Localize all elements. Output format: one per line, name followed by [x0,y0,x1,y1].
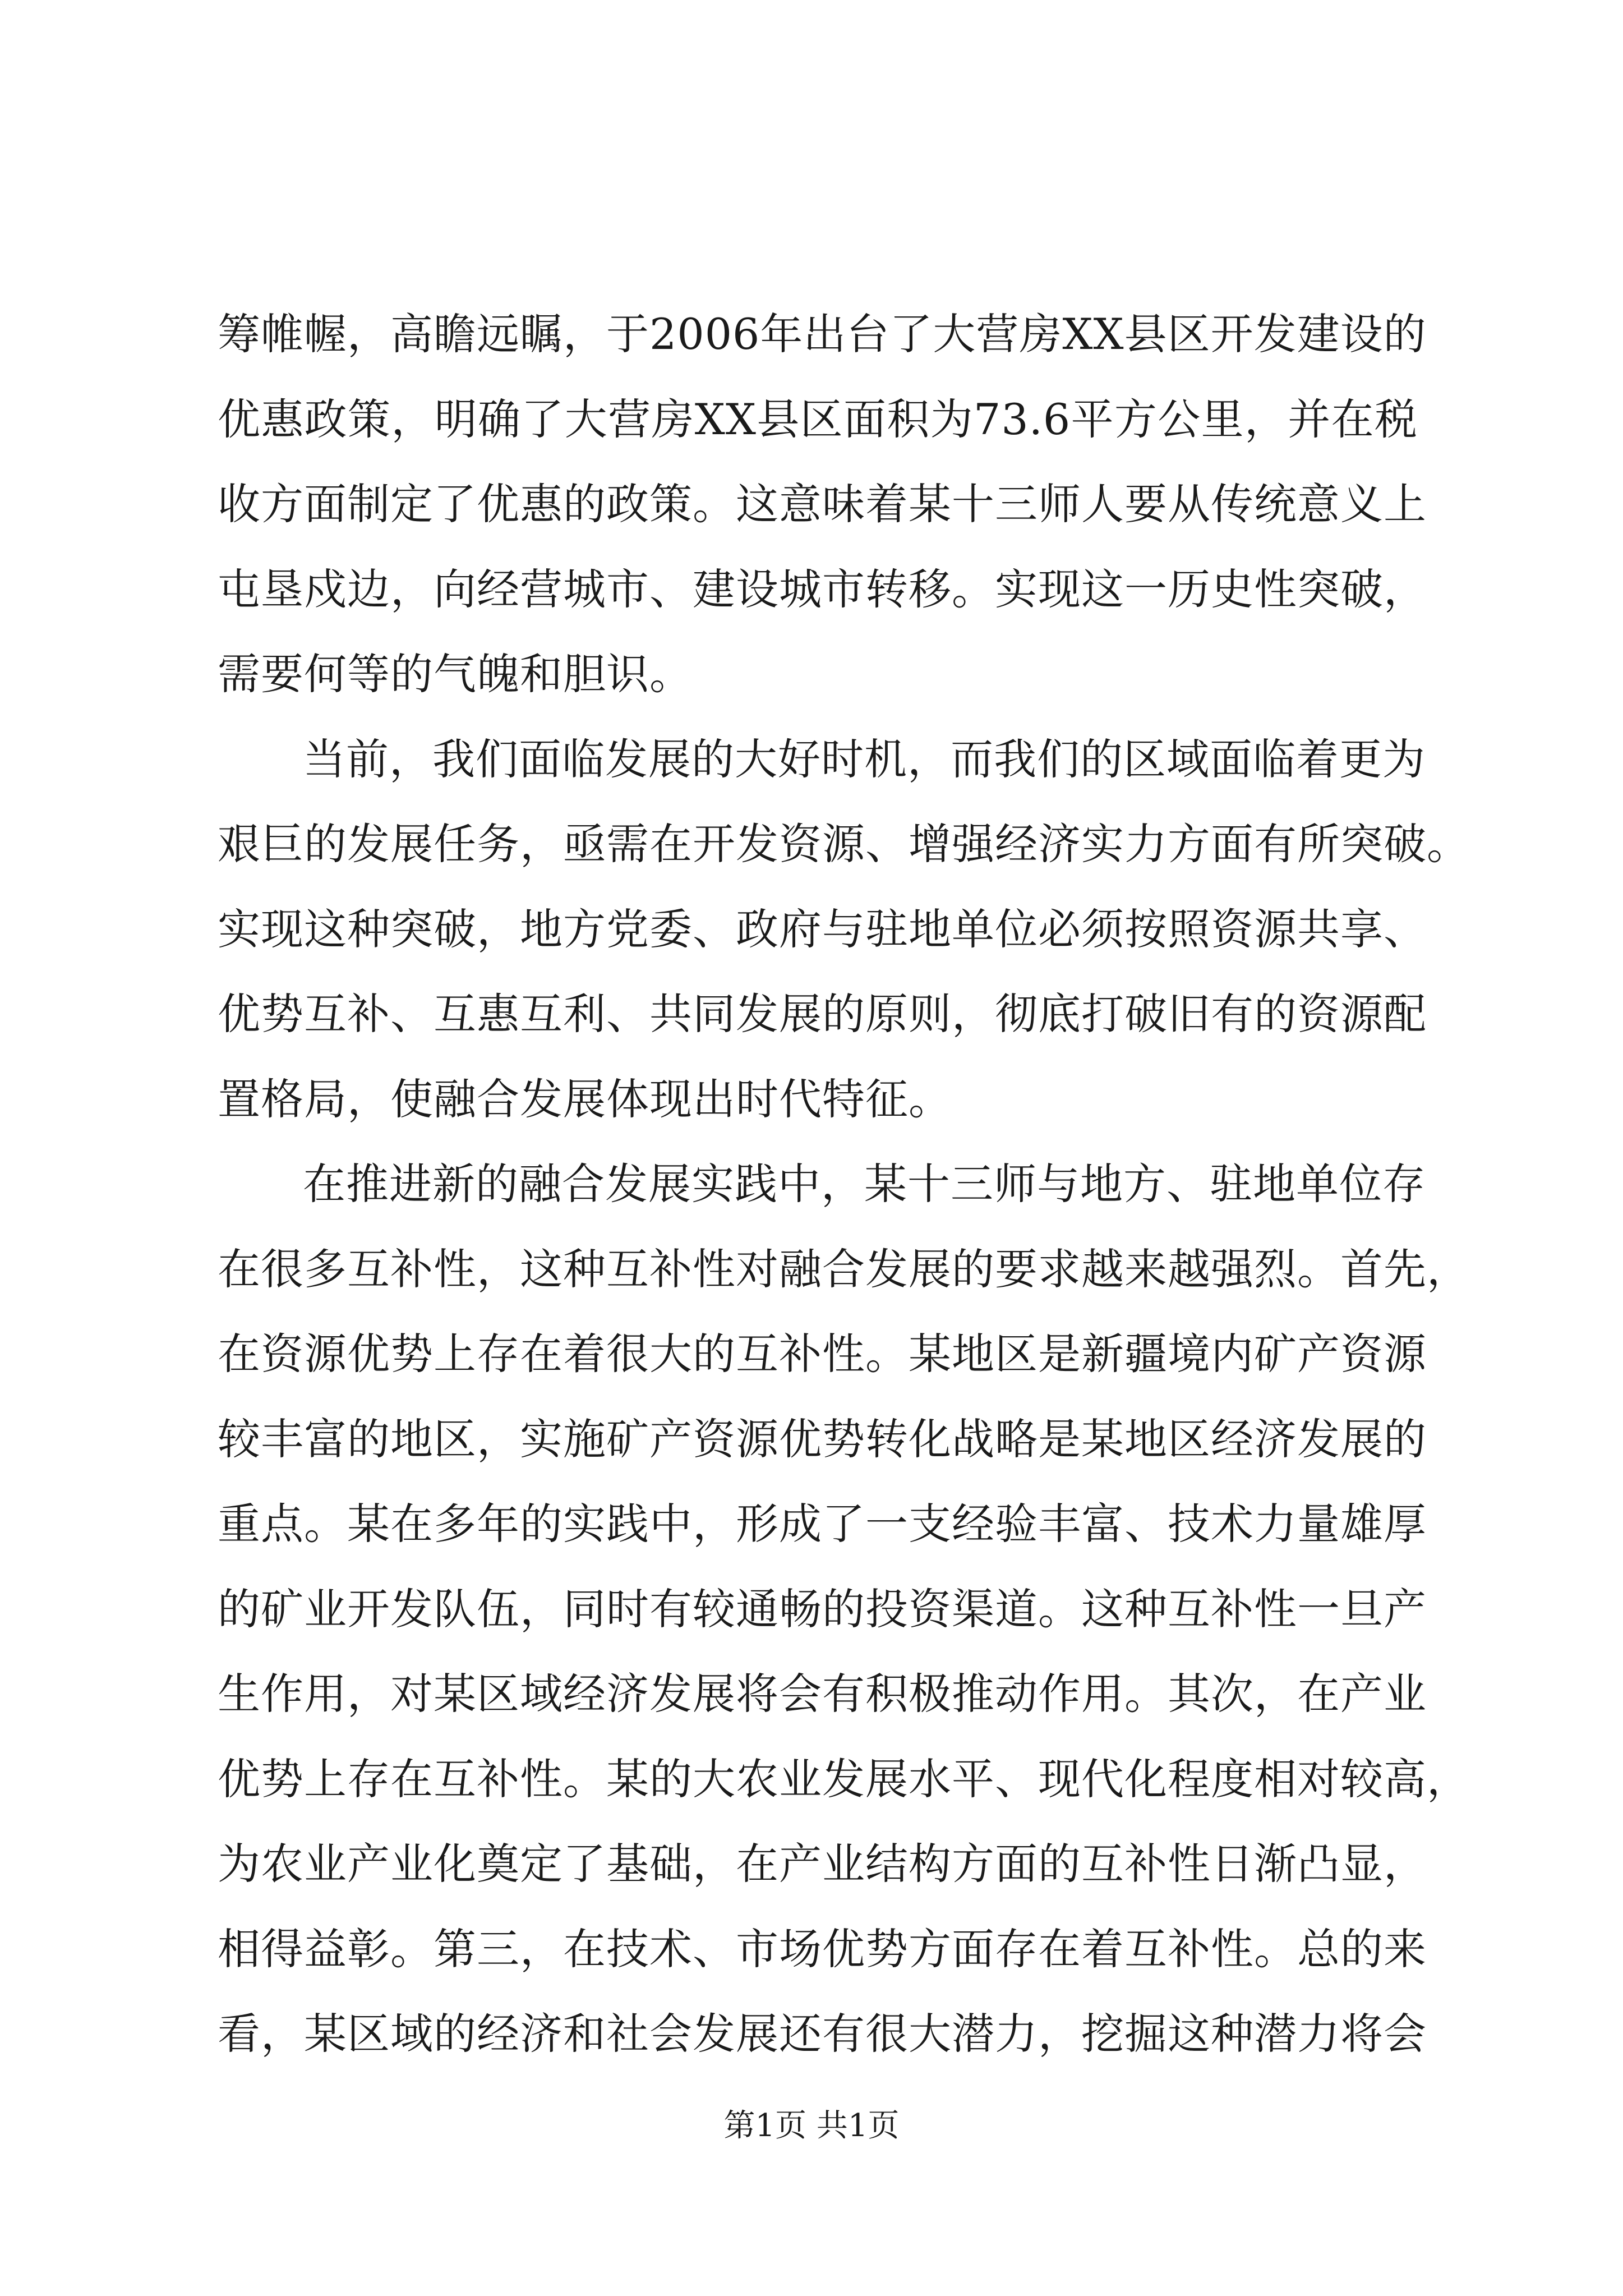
text-line: 实现这种突破，地方党委、政府与驻地单位必须按照资源共享、 [218,904,1427,954]
text-line: 优势互补、互惠互利、共同发展的原则，彻底打破旧有的资源配 [218,989,1427,1039]
text-line: 在资源优势上存在着很大的互补性。某地区是新疆境内矿产资源 [218,1329,1427,1379]
page-number-label: 第1页 共1页 [723,2108,900,2144]
text-line: 较丰富的地区，实施矿产资源优势转化战略是某地区经济发展的 [218,1414,1427,1464]
paragraph-3 [218,1142,1470,2077]
text-line: 优势上存在互补性。某的大农业发展水平、现代化程度相对较高， [218,1754,1470,1804]
text-line: 屯垦戍边，向经营城市、建设城市转移。实现这一历史性突破， [218,564,1427,614]
paragraph-2 [218,717,1470,1142]
text-line: 为农业产业化奠定了基础，在产业结构方面的互补性日渐凸显， [218,1839,1427,1889]
text-line: 在很多互补性，这种互补性对融合发展的要求越来越强烈。首先， [218,1244,1470,1294]
text-line: 当前，我们面临发展的大好时机，而我们的区域面临着更为 [303,734,1426,784]
paragraph-1 [218,292,1427,717]
text-line: 收方面制定了优惠的政策。这意味着某十三师人要从传统意义上 [218,479,1427,529]
text-line: 筹帷幄，高瞻远瞩，于2006年出台了大营房XX县区开发建设的 [218,309,1427,359]
text-line: 的矿业开发队伍，同时有较通畅的投资渠道。这种互补性一旦产 [218,1584,1427,1634]
text-line: 置格局，使融合发展体现出时代特征。 [218,1074,952,1124]
text-line: 看，某区域的经济和社会发展还有很大潜力，挖掘这种潜力将会 [218,2009,1427,2059]
document-body [218,292,1470,2077]
text-line: 艰巨的发展任务，亟需在开发资源、增强经济实力方面有所突破。 [218,819,1470,869]
page-footer [0,2104,1623,2148]
text-line: 相得益彰。第三，在技术、市场优势方面存在着互补性。总的来 [218,1924,1427,1974]
text-line: 优惠政策，明确了大营房XX县区面积为73.6平方公里，并在税 [218,394,1418,444]
text-line: 生作用，对某区域经济发展将会有积极推动作用。其次，在产业 [218,1669,1427,1719]
text-line: 在推进新的融合发展实践中，某十三师与地方、驻地单位存 [303,1159,1426,1209]
text-line: 需要何等的气魄和胆识。 [218,649,693,699]
text-line: 重点。某在多年的实践中，形成了一支经验丰富、技术力量雄厚 [218,1499,1427,1549]
